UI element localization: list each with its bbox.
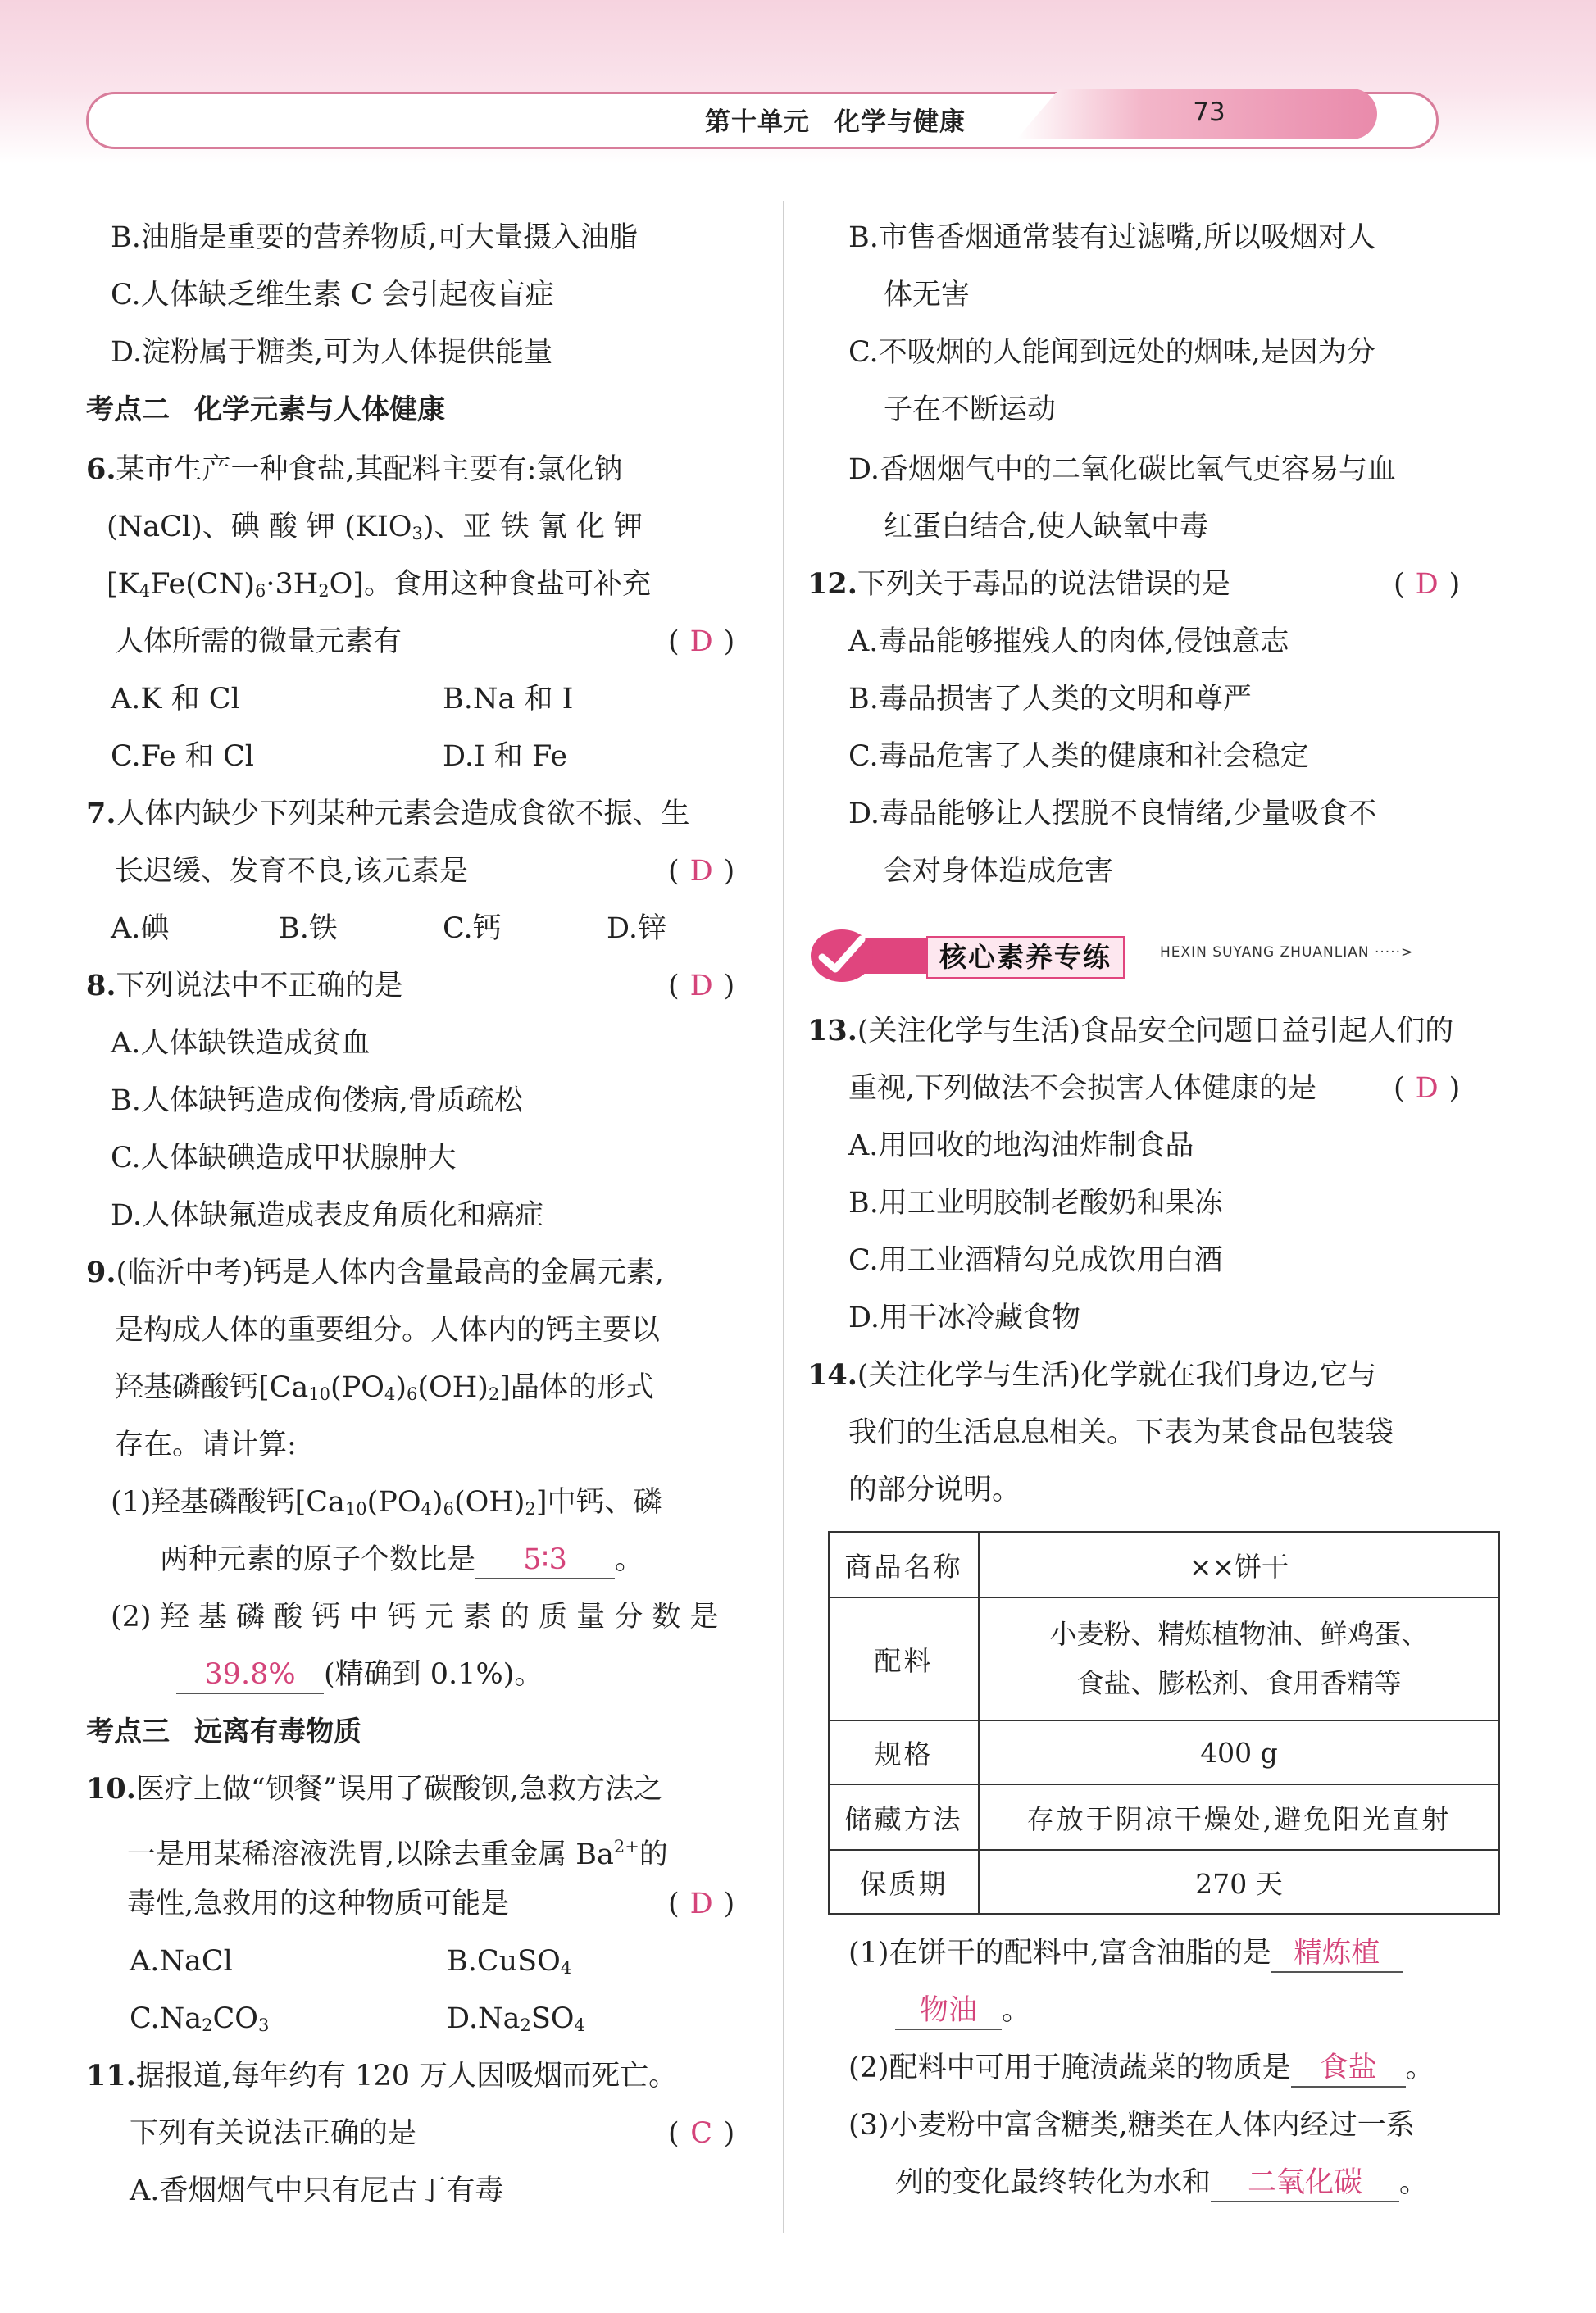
q11-line-2: 下列有关说法正确的是 (130, 2117, 417, 2150)
q8-line-1: 8.下列说法中不正确的是 (86, 969, 403, 1002)
q11-option-c-cont: 子在不断运动 (884, 393, 1057, 426)
q11-answer: ( C ) (668, 2117, 735, 2150)
q6-line-2: (NaCl)、碘 酸 钾 $(KIO_3)$、亚 铁 氰 化 钾 (107, 511, 643, 543)
q6-line-4: 人体所需的微量元素有 (115, 625, 402, 658)
q9-part-2-line-2: 39.8% (精确到 0.1%)。 (176, 1654, 543, 1695)
q10-option-b: B.CuSO$_4$ (447, 1945, 572, 1978)
q6-option-c: C.Fe 和 Cl (111, 740, 254, 773)
q14-part-2: (2)配料中可用于腌渍蔬菜的物质是 食盐 。 (848, 2047, 1435, 2088)
q7-option-b: B.铁 (279, 912, 338, 945)
q7-option-d: D.锌 (607, 912, 666, 945)
q14-part-2-answer: 食盐 (1291, 2050, 1406, 2088)
q6-option-a: A.K 和 Cl (111, 683, 240, 716)
q10-option-c: $C.Na_2CO_3$ (130, 2002, 270, 2035)
table-row (829, 1784, 1499, 1850)
table-value: 400 g (979, 1720, 1499, 1784)
q11-option-d: D.香烟烟气中的二氧化碳比氧气更容易与血 (848, 453, 1396, 486)
chapter-header (705, 102, 990, 143)
q10-answer: ( D ) (668, 1888, 735, 1920)
q8-option-c: C.人体缺碘造成甲状腺肿大 (111, 1142, 457, 1175)
q13-line-1: 13.(关注化学与生活)食品安全问题日益引起人们的 (807, 1014, 1454, 1047)
q10-option-d: $D.Na_2SO_4$ (447, 2002, 585, 2035)
pen-check-icon (807, 925, 881, 985)
food-label-table (828, 1531, 1500, 1915)
q13-option-b: B.用工业明胶制老酸奶和果冻 (848, 1187, 1223, 1220)
unit-title: 化学与健康 (834, 107, 966, 137)
table-row (829, 1720, 1499, 1784)
banner-title: 核心素养专练 (926, 936, 1125, 979)
q14-part-1: (1)在饼干的配料中,富含油脂的是 精炼植 (848, 1933, 1403, 1974)
q8-option-b: B.人体缺钙造成佝偻病,骨质疏松 (111, 1084, 523, 1117)
q13-option-c: C.用工业酒精勾兑成饮用白酒 (848, 1244, 1223, 1277)
q6-line-3: $[K_4Fe(CN)_6\cdot 3H_2O]$。食用这种食盐可补充 (107, 568, 652, 601)
q12-option-d: D.毒品能够让人摆脱不良情绪,少量吸食不 (848, 798, 1377, 830)
q12-option-c: C.毒品危害了人类的健康和社会稳定 (848, 740, 1309, 773)
section-title: 化学元素与人体健康 (194, 393, 445, 426)
q7-line-2: 长迟缓、发育不良,该元素是 (115, 855, 469, 888)
q14-part-1-answer-cont: 物油 (895, 1993, 1002, 2030)
q7-option-a: A.碘 (111, 912, 170, 945)
column-divider (783, 201, 784, 2233)
q11-option-b-cont: 体无害 (884, 279, 971, 311)
section-heading-2 (86, 389, 445, 430)
q9-part-1-answer: 5∶3 (475, 1542, 615, 1579)
table-key: 配料 (829, 1597, 979, 1720)
q5-option-d: D.淀粉属于糖类,可为人体提供能量 (111, 336, 553, 369)
table-key: 规格 (829, 1720, 979, 1784)
q14-line-2: 我们的生活息息相关。下表为某食品包装袋 (848, 1416, 1394, 1449)
q7-option-c: C.钙 (443, 912, 502, 945)
core-practice-banner (807, 918, 1430, 992)
q10-option-a: A.NaCl (130, 1945, 233, 1978)
section-label: 考点二 (86, 393, 170, 426)
q13-answer: ( D ) (1394, 1072, 1461, 1105)
q14-part-1-answer: 精炼植 (1271, 1935, 1403, 1973)
table-key: 储藏方法 (829, 1784, 979, 1850)
unit-label: 第十单元 (705, 107, 810, 137)
q11-line-1: 11.据报道,每年约有 120 万人因吸烟而死亡。 (86, 2059, 678, 2093)
q9-line-2: 是构成人体的重要组分。人体内的钙主要以 (115, 1314, 661, 1347)
q12-option-a: A.毒品能够摧残人的肉体,侵蚀意志 (848, 625, 1289, 658)
q13-option-a: A.用回收的地沟油炸制食品 (848, 1129, 1194, 1162)
q9-line-4: 存在。请计算: (115, 1429, 297, 1461)
q5-option-c: C.人体缺乏维生素 C 会引起夜盲症 (111, 279, 554, 311)
q9-part-2: (2) 羟 基 磷 酸 钙 中 钙 元 素 的 质 量 分 数 是 (111, 1601, 719, 1634)
section-heading-3 (86, 1711, 361, 1752)
q14-part-1-line-2: 物油 。 (895, 1990, 1030, 2031)
q14-part-3-line-2: 列的变化最终转化为水和 二氧化碳 。 (895, 2162, 1428, 2203)
q11-option-d-cont: 红蛋白结合,使人缺氧中毒 (884, 511, 1209, 543)
q13-option-d: D.用干冰冷藏食物 (848, 1302, 1080, 1334)
q10-line-1: 10.医疗上做“钡餐”误用了碳酸钡,急救方法之 (86, 1772, 662, 1806)
q7-line-1: 7.人体内缺少下列某种元素会造成食欲不振、生 (86, 797, 690, 830)
section-title: 远离有毒物质 (194, 1715, 361, 1748)
q8-option-a: A.人体缺铁造成贫血 (111, 1027, 371, 1060)
q7-answer: ( D ) (668, 855, 735, 888)
table-value: 270 天 (979, 1850, 1499, 1914)
q14-part-3: (3)小麦粉中富含糖类,糖类在人体内经过一系 (848, 2109, 1415, 2142)
q14-line-3: 的部分说明。 (848, 1474, 1021, 1506)
table-key: 保质期 (829, 1850, 979, 1914)
q12-option-d-cont: 会对身体造成危害 (884, 855, 1114, 888)
table-row (829, 1850, 1499, 1914)
q6-option-d: D.I 和 Fe (443, 740, 568, 773)
q6-line-1: 6.某市生产一种食盐,其配料主要有:氯化钠 (86, 452, 623, 486)
table-row (829, 1532, 1499, 1597)
q6-option-b: B.Na 和 I (443, 683, 574, 716)
q9-line-3: 羟基磷酸钙$[Ca_{10}(PO_4)_6(OH)_2]$晶体的形式 (115, 1371, 654, 1404)
q14-line-1: 14.(关注化学与生活)化学就在我们身边,它与 (807, 1358, 1377, 1392)
q13-line-2: 重视,下列做法不会损害人体健康的是 (848, 1072, 1317, 1105)
q9-part-2-answer: 39.8% (176, 1656, 324, 1694)
banner-pinyin: HEXIN SUYANG ZHUANLIAN ·····> (1160, 944, 1414, 961)
table-value: ××饼干 (979, 1532, 1499, 1597)
table-value: 存放于阴凉干燥处,避免阳光直射 (979, 1784, 1499, 1850)
q10-line-2: 一是用某稀溶液洗胃,以除去重金属 $Ba^{2+}$的 (127, 1837, 668, 1871)
page-number: 73 (1193, 98, 1225, 127)
q12-line-1: 12.下列关于毒品的说法错误的是 (807, 567, 1230, 601)
q5-option-b: B.油脂是重要的营养物质,可大量摄入油脂 (111, 221, 638, 254)
section-label: 考点三 (86, 1715, 170, 1748)
table-row (829, 1597, 1499, 1720)
q14-part-3-answer: 二氧化碳 (1211, 2165, 1399, 2202)
q9-line-1: 9.(临沂中考)钙是人体内含量最高的金属元素, (86, 1256, 664, 1289)
q8-option-d: D.人体缺氟造成表皮角质化和癌症 (111, 1199, 543, 1232)
q12-answer: ( D ) (1394, 568, 1461, 601)
q11-option-a: A.香烟烟气中只有尼古丁有毒 (130, 2174, 504, 2207)
q9-part-1-line-2: 两种元素的原子个数比是 5∶3 。 (160, 1539, 643, 1580)
q11-option-b: B.市售香烟通常装有过滤嘴,所以吸烟对人 (848, 221, 1375, 254)
q10-line-3: 毒性,急救用的这种物质可能是 (127, 1888, 510, 1920)
q8-answer: ( D ) (668, 970, 735, 1002)
q6-answer: ( D ) (668, 625, 735, 658)
q6-number: 6. (86, 452, 116, 486)
q12-option-b: B.毒品损害了人类的文明和尊严 (848, 683, 1252, 716)
q9-part-1: (1)羟基磷酸钙$[Ca_{10}(PO_4)_6(OH)_2]$中钙、磷 (111, 1486, 662, 1519)
table-key: 商品名称 (829, 1532, 979, 1597)
q11-option-c: C.不吸烟的人能闻到远处的烟味,是因为分 (848, 336, 1375, 369)
table-value: 小麦粉、精炼植物油、鲜鸡蛋、 食盐、膨松剂、食用香精等 (979, 1597, 1499, 1720)
